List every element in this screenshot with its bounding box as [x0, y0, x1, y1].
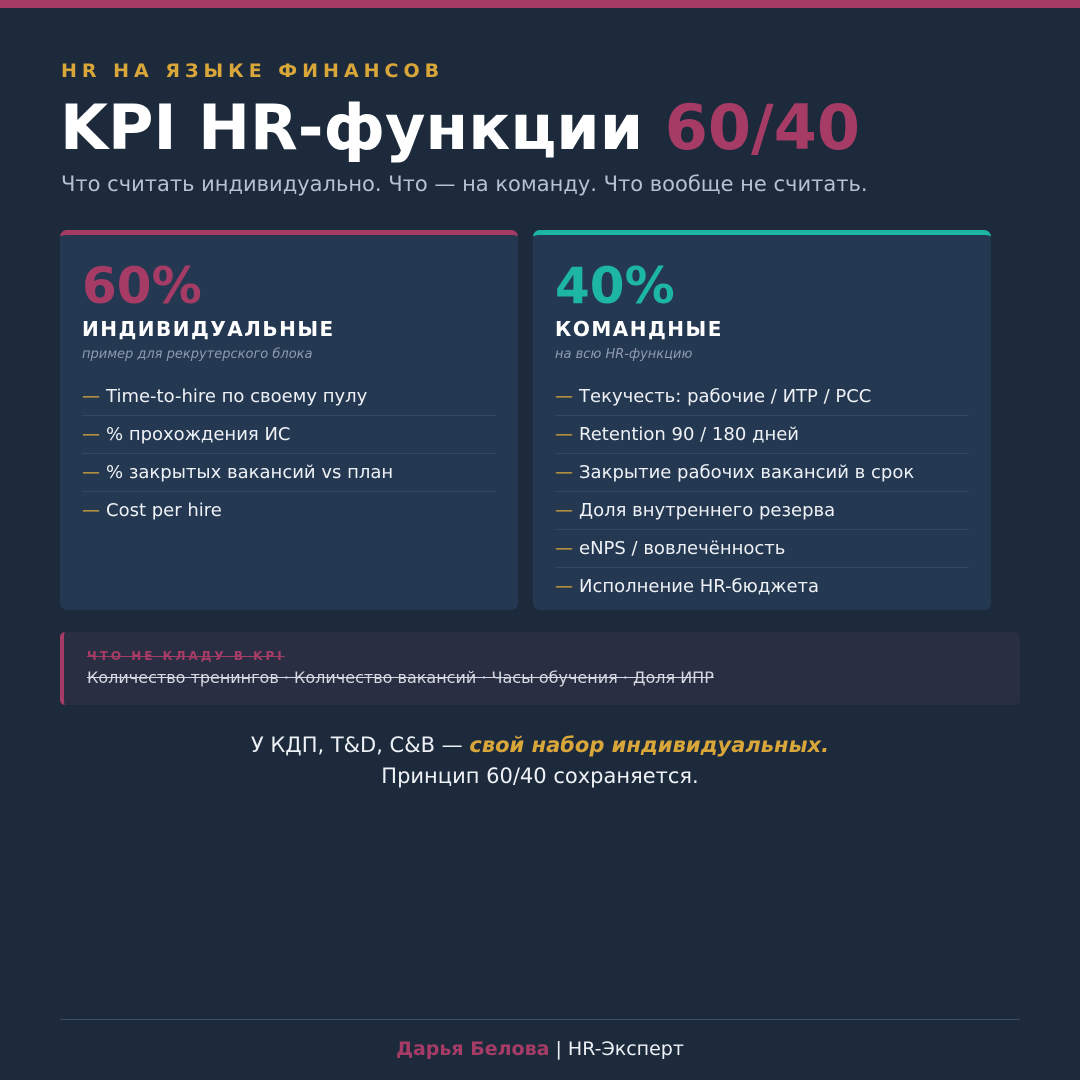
list-item: [555, 530, 969, 568]
author-role: HR-Эксперт: [567, 1038, 684, 1060]
dash-marker: —: [82, 462, 100, 483]
list-item: [555, 568, 969, 605]
dash-marker: —: [555, 500, 573, 521]
closing-statement: [0, 730, 1080, 792]
eyebrow-label: HR НА ЯЗЫКЕ ФИНАНСОВ: [61, 60, 445, 82]
dash-marker: —: [82, 500, 100, 521]
list-item: [555, 378, 969, 416]
kpi-label: Текучесть: рабочие / ИТР / РСС: [579, 386, 872, 407]
page-title-accent: 60/40: [664, 91, 860, 164]
excluded-kpi-title: ЧТО НЕ КЛАДУ В KPI: [87, 649, 285, 663]
team-note: на всю HR-функцию: [555, 347, 693, 362]
excluded-kpi-box: [60, 632, 1020, 705]
list-item: [555, 454, 969, 492]
dash-marker: —: [555, 386, 573, 407]
team-kpi-card: [533, 230, 991, 610]
kpi-label: Закрытие рабочих вакансий в срок: [579, 462, 915, 483]
individual-note: пример для рекрутерского блока: [82, 347, 313, 362]
kpi-label: % прохождения ИС: [106, 424, 291, 445]
individual-heading: ИНДИВИДУАЛЬНЫЕ: [82, 317, 335, 341]
list-item: [555, 492, 969, 530]
closing-highlight: свой набор индивидуальных.: [469, 733, 830, 757]
closing-prefix: У КДП, T&D, C&B —: [250, 733, 463, 757]
dash-marker: —: [82, 386, 100, 407]
individual-kpi-card: [60, 230, 518, 610]
list-item: [555, 416, 969, 454]
list-item: [82, 492, 496, 529]
page-title-main: KPI HR-функции: [60, 91, 644, 164]
list-item: [82, 454, 496, 492]
page-title: [60, 92, 860, 164]
team-kpi-list: [555, 378, 969, 605]
team-heading: КОМАНДНЫЕ: [555, 317, 723, 341]
kpi-label: Cost per hire: [106, 500, 222, 521]
dash-marker: —: [82, 424, 100, 445]
kpi-label: Time-to-hire по своему пулу: [106, 386, 368, 407]
closing-line-2: Принцип 60/40 сохраняется.: [381, 764, 699, 788]
footer-divider: [60, 1019, 1020, 1020]
list-item: [82, 378, 496, 416]
individual-kpi-list: [82, 378, 496, 529]
team-percent: 40%: [555, 257, 675, 315]
top-accent-bar: [0, 0, 1080, 8]
dash-marker: —: [555, 538, 573, 559]
footer-separator: |: [555, 1038, 562, 1060]
dash-marker: —: [555, 424, 573, 445]
list-item: [82, 416, 496, 454]
closing-line-1: [0, 730, 1080, 761]
kpi-label: eNPS / вовлечённость: [579, 538, 786, 559]
page-subtitle: Что считать индивидуально. Что — на команду. Что вообще не считать.: [61, 172, 868, 196]
footer-signature: [0, 1038, 1080, 1060]
kpi-label: Доля внутреннего резерва: [579, 500, 836, 521]
excluded-kpi-items: Количество тренингов · Количество вакансий · Часы обучения · Доля ИПР: [87, 668, 714, 687]
dash-marker: —: [555, 576, 573, 597]
kpi-label: % закрытых вакансий vs план: [106, 462, 394, 483]
author-name: Дарья Белова: [396, 1038, 550, 1060]
individual-percent: 60%: [82, 257, 202, 315]
kpi-label: Retention 90 / 180 дней: [579, 424, 799, 445]
dash-marker: —: [555, 462, 573, 483]
kpi-label: Исполнение HR-бюджета: [579, 576, 820, 597]
